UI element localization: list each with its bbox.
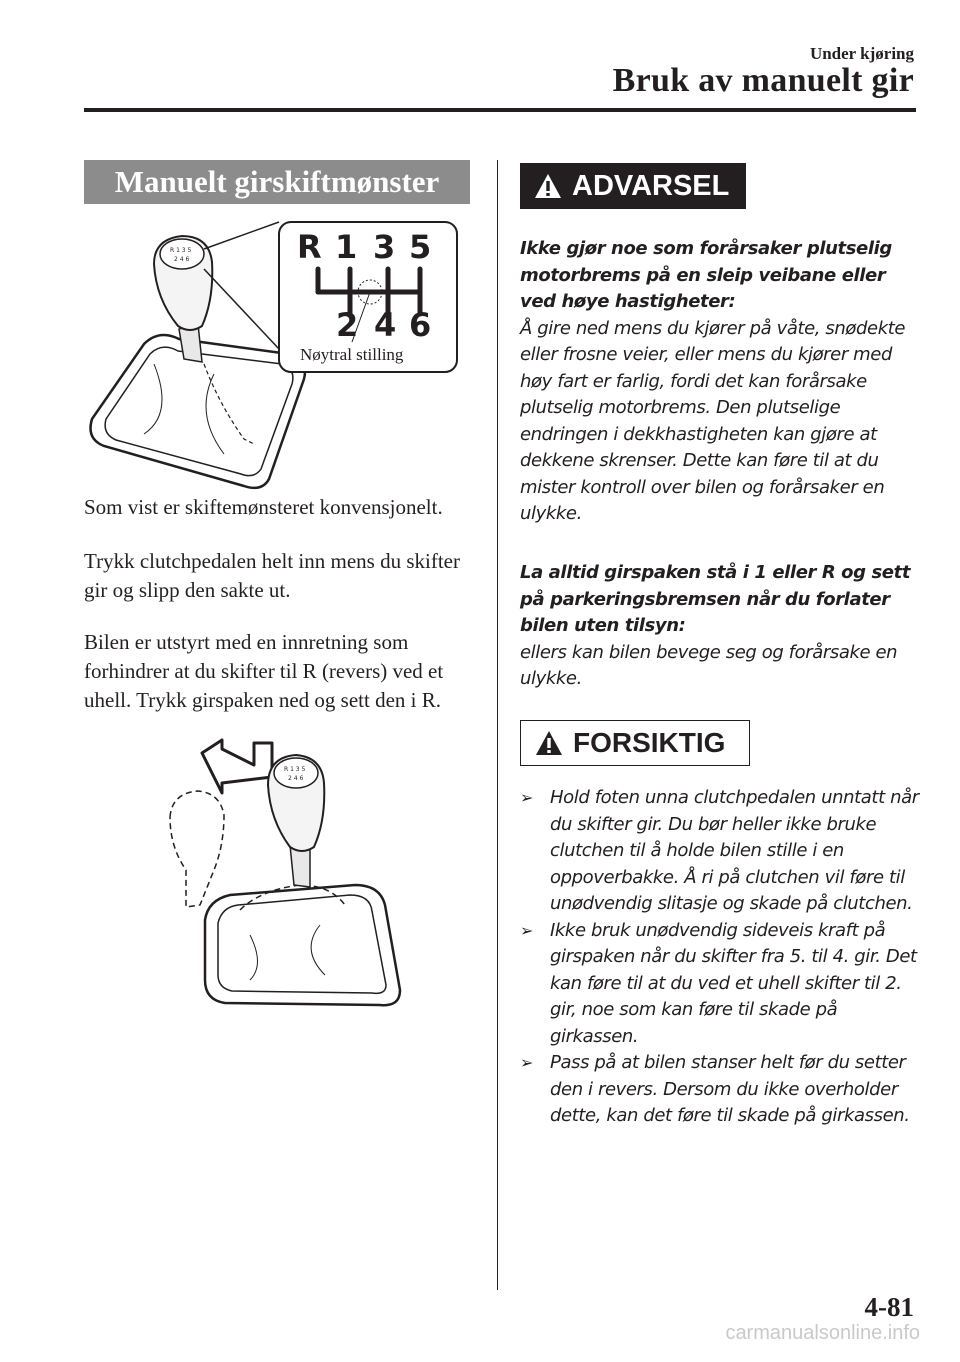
arrow-bullet-icon: ➢ (520, 920, 534, 940)
gear-label-1: 1 (335, 228, 358, 266)
paragraph-2: Trykk clutchpedalen helt inn mens du skifter gir og slipp den sakte ut. (84, 549, 460, 602)
caution-item-2-text: Ikke bruk unødvendig sideveis kraft på girspaken når du skifter fra 5. til 4. gir. Det kan føre til at du ved et uhell skifter til 2. gir, noe som kan føre til skade på girkassen. (550, 919, 917, 1047)
caution-item-1-text: Hold foten unna clutchpedalen unntatt når du skifter gir. Du bør heller ikke bruke clutchen til å holde bilen stille i en oppoverbakke. Å ri på clutchen vil føre til unødvendig slitasje og skade på clutchen. (550, 787, 919, 914)
caution-item-1 (520, 785, 922, 918)
gear-label-4: 4 (374, 306, 397, 344)
warning-label: ADVARSEL (572, 169, 730, 202)
gear-label-r: R (297, 228, 322, 266)
paragraph-3: Bilen er utstyrt med en innretning som forhindrer at du skifter til R (revers) ved et uhell. Trykk girspaken ned og sett den i R. (84, 630, 444, 712)
page-number: 4-81 (864, 1292, 914, 1322)
paragraph-1: Som vist er skiftemønsteret konvensjonelt. (84, 495, 443, 519)
warning-item-2-heading: La alltid girspaken stå i 1 eller R og sett på parkeringsbremsen når du forlater bilen uten tilsyn: (520, 562, 911, 636)
warning-item-2 (520, 560, 922, 693)
arrow-bullet-icon: ➢ (520, 1053, 534, 1072)
reverse-shift-figure (150, 735, 420, 1010)
warning-triangle-icon (534, 173, 562, 199)
caution-item-3-text: Pass på at bilen stanser helt før du setter den i revers. Dersom du ikke overholder dette, kan det føre til skade på girkassen. (550, 1052, 910, 1126)
gear-label-2: 2 (336, 306, 359, 344)
page-title: Bruk av manuelt gir (612, 62, 914, 99)
gear-label-3: 3 (373, 228, 396, 266)
warning-item-1 (520, 236, 922, 528)
warning-item-1-heading: Ikke gjør noe som forårsaker plutselig motorbrems på en sleip veibane eller ved høye hastigheter: (520, 238, 892, 312)
push-down-arrow-icon (202, 740, 272, 793)
caution-list (520, 785, 922, 1130)
column-divider (497, 160, 498, 1290)
svg-text:2 4 6: 2 4 6 (174, 256, 190, 263)
svg-text:2 4 6: 2 4 6 (288, 775, 304, 782)
arrow-bullet-icon: ➢ (520, 788, 534, 807)
svg-text:R 1 3 5: R 1 3 5 (284, 766, 306, 773)
warning-item-1-text: Å gire ned mens du kjører på våte, snødekte eller frosne veier, eller mens du kjører med høy fart er farlig, fordi det kan forårsake plutselig motorbrems. Den plutselige endringen i dekkhastigheten kan gjøre at dekkene skrenser. Dette kan føre til at du mister kontroll over bilen og forårsaker en ulykke. (520, 317, 906, 524)
caution-triangle-icon (535, 730, 563, 756)
watermark: carmanualsonline.info (725, 1322, 920, 1344)
caution-item-3 (520, 1050, 922, 1130)
caution-label: FORSIKTIG (573, 727, 726, 758)
header-section: Under kjøring (809, 44, 914, 63)
neutral-position-caption: Nøytral stilling (300, 345, 404, 364)
gear-label-5: 5 (409, 228, 432, 266)
caution-badge (520, 720, 750, 766)
section-title: Manuelt girskiftmønster (84, 160, 470, 204)
svg-text:R 1 3 5: R 1 3 5 (170, 247, 192, 254)
warning-badge (520, 163, 746, 209)
warning-item-2-text: ellers kan bilen bevege seg og forårsake en ulykke. (520, 641, 898, 689)
header-rule (84, 108, 916, 112)
caution-item-2 (520, 918, 922, 1051)
gear-label-6: 6 (409, 306, 432, 344)
gear-pattern-figure (84, 214, 470, 494)
